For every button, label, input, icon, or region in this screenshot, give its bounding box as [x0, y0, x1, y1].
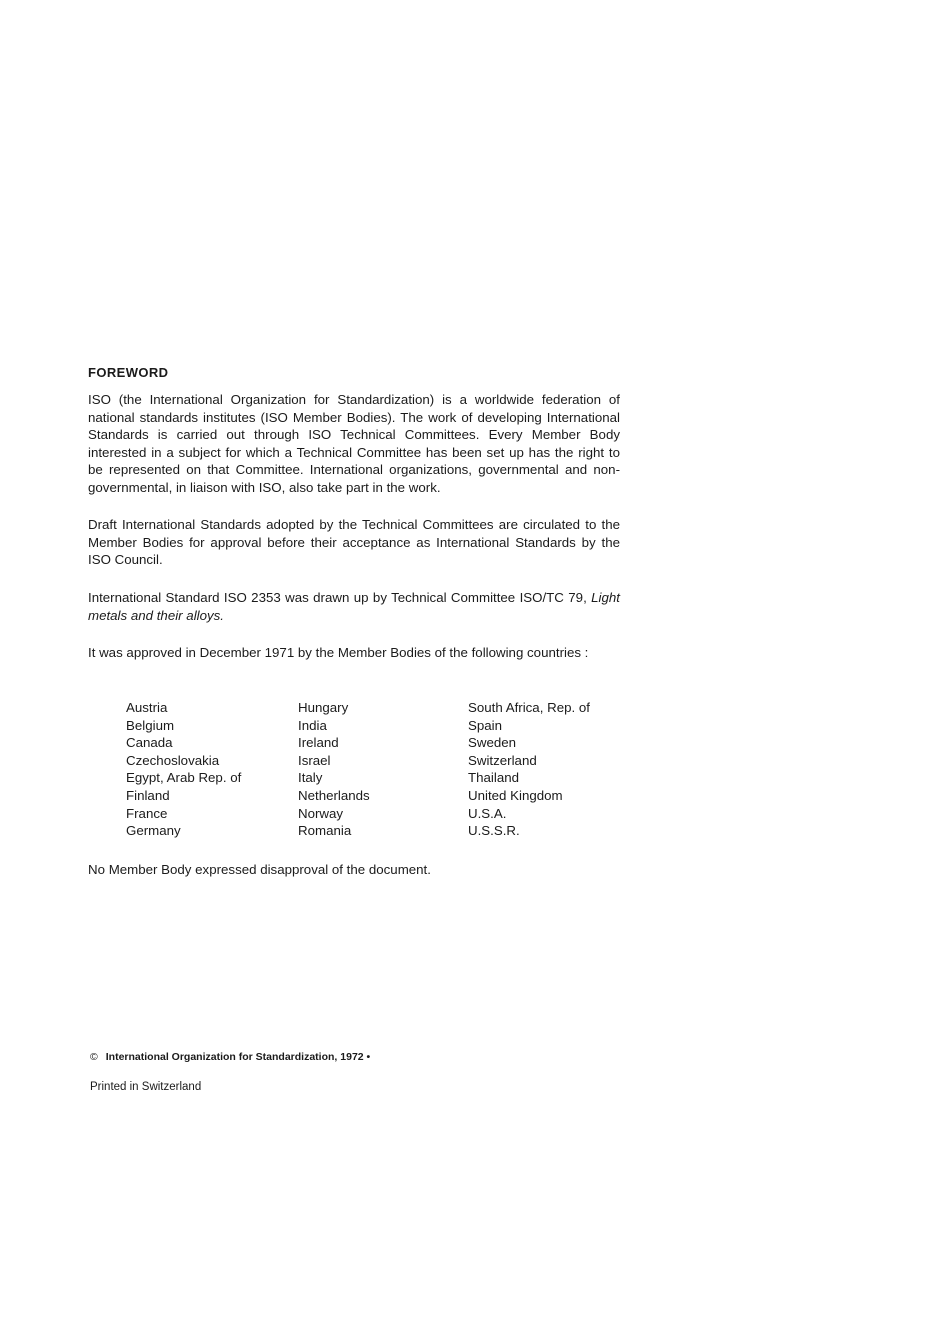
copyright-icon: ©	[90, 1051, 98, 1063]
country-item: Hungary	[298, 700, 349, 715]
country-item: Italy	[298, 770, 323, 786]
country-item: Israel	[298, 752, 331, 768]
country-item: Netherlands	[298, 787, 370, 803]
countries-column-1	[126, 699, 241, 840]
country-item: Belgium	[126, 717, 175, 733]
copyright-text: International Organization for Standardization, 1972 •	[105, 1051, 371, 1063]
country-item: Ireland	[298, 735, 339, 751]
country-item: Sweden	[468, 735, 517, 751]
copyright-notice	[90, 1051, 370, 1063]
country-item: Czechoslovakia	[126, 752, 220, 768]
country-item: Egypt, Arab Rep. of	[126, 770, 242, 786]
printed-in-notice: Printed in Switzerland	[90, 1081, 202, 1093]
country-item: Germany	[126, 823, 181, 839]
country-item: U.S.A.	[468, 805, 507, 821]
country-item: Switzerland	[468, 752, 537, 768]
foreword-paragraph-no-disapproval: No Member Body expressed disapproval of the document.	[88, 862, 431, 877]
countries-column-3	[468, 699, 590, 840]
foreword-heading: FOREWORD	[88, 365, 169, 380]
countries-list	[126, 699, 626, 844]
country-item: U.S.S.R.	[468, 823, 520, 839]
country-item: Spain	[468, 717, 503, 733]
country-item: Romania	[298, 823, 352, 839]
foreword-paragraph-approval: It was approved in December 1971 by the Member Bodies of the following countries :	[88, 645, 589, 660]
committee-text: International Standard ISO 2353 was drawn up by Technical Committee ISO/TC 79,	[88, 590, 587, 605]
foreword-paragraph-committee	[88, 589, 620, 624]
committee-title: Light metals and their alloys.	[88, 590, 620, 623]
country-item: Norway	[298, 805, 344, 821]
country-item: Thailand	[468, 770, 520, 786]
country-item: France	[126, 805, 168, 821]
country-item: United Kingdom	[468, 787, 563, 803]
country-item: Canada	[126, 735, 173, 751]
countries-column-2	[298, 699, 370, 840]
country-item: South Africa, Rep. of	[468, 700, 590, 715]
foreword-paragraph-draft-standards: Draft International Standards adopted by the Technical Committees are circulated to the Member Bodies for approval before their acceptance as International Standards by the ISO Council.	[88, 517, 620, 568]
country-item: Austria	[126, 700, 168, 715]
country-item: Finland	[126, 787, 170, 803]
country-item: India	[298, 717, 327, 733]
foreword-paragraph-iso-intro: ISO (the International Organization for Standardization) is a worldwide federation of national standards institutes (ISO Member Bodies). The work of developing International Standards is carried out through ISO Technical Committees. Every Member Body interested in a subject for which a Technical Committee has been set up has the right to be represented on that Committee. International organizations, governmental and non-governmental, in liaison with ISO, also take part in the work.	[88, 392, 620, 495]
